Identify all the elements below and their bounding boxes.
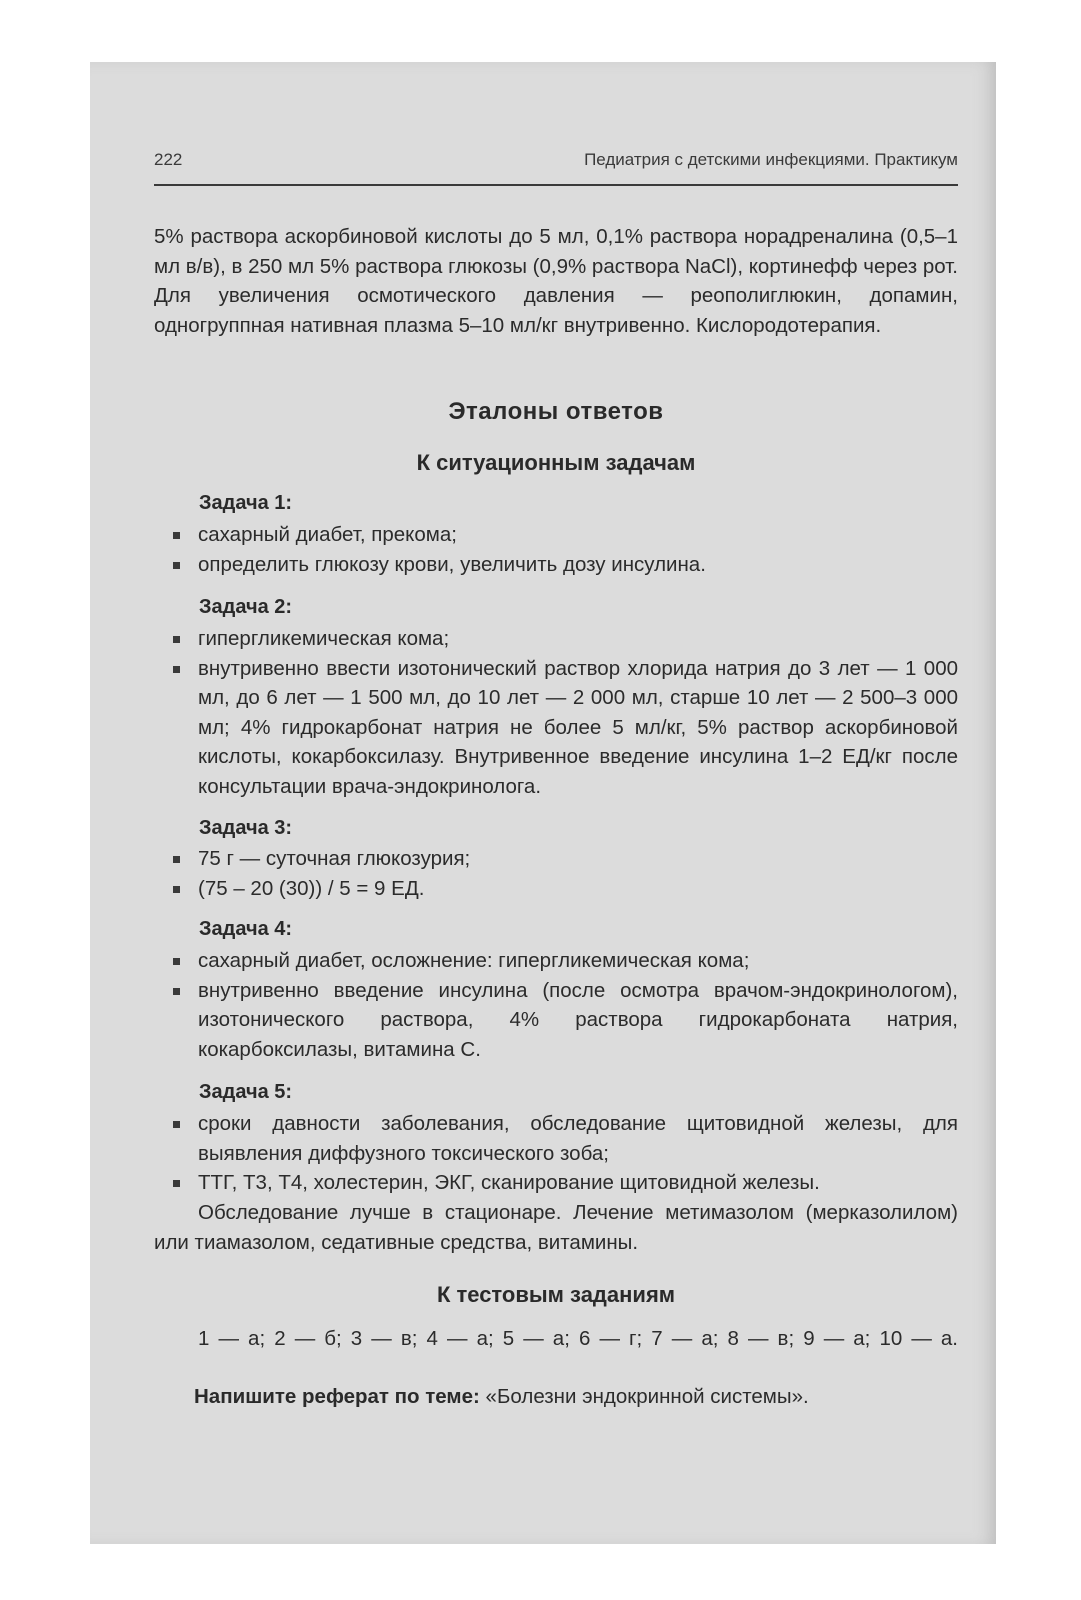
book-title: Педиатрия с детскими инфекциями. Практикум <box>584 150 958 169</box>
task-3-label: Задача 3: <box>199 817 293 839</box>
assignment <box>194 1385 958 1409</box>
test-answers: 1 — а; 2 — б; 3 — в; 4 — а; 5 — а; 6 — г; 7 — а; 8 — в; 9 — а; 10 — а. <box>198 1327 958 1350</box>
task-4-label: Задача 4: <box>199 918 293 940</box>
list-item: внутривенно ввести изотонический раствор хлорида натрия до 3 лет — 1 000 мл, до 6 лет — 1 500 мл, до 10 лет — 2 000 мл, старше 10 лет — 2 500–3 000 мл; 4% гидрокарбонат натрия не более 5 мл/кг, 5% раствор аскорбиновой кислоты, кокарбоксилазу. Внутривенное введение инсулина 1–2 ЕД/кг после консультации врача-эндокринолога. <box>154 654 958 802</box>
running-header <box>154 150 958 174</box>
list-item: сахарный диабет, прекома; <box>154 520 958 550</box>
header-rule <box>154 184 958 186</box>
assignment-topic: «Болезни эндокринной системы». <box>485 1385 809 1408</box>
list-item: сроки давности заболевания, обследование щитовидной железы, для выявления диффузного токсического зоба; <box>154 1109 958 1168</box>
situational-title: К ситуационным задачам <box>416 450 696 475</box>
section-title: Эталоны ответов <box>448 398 664 425</box>
list-item: гипергликемическая кома; <box>154 624 958 654</box>
list-item: определить глюкозу крови, увеличить дозу инсулина. <box>154 550 958 580</box>
assignment-label: Напишите реферат по теме: <box>194 1385 480 1408</box>
intro-paragraph: 5% раствора аскорбиновой кислоты до 5 мл, 0,1% раствора норадреналина (0,5–1 мл в/в), в 250 мл 5% раствора глюкозы (0,9% раствора NaCl), кортинефф через рот. Для увеличения осмотического давления — реополиглюкин, допамин, одногруппная нативная плазма 5–10 мл/кг внутривенно. Кислородотерапия. <box>154 225 958 337</box>
list-item: сахарный диабет, осложнение: гипергликемическая кома; <box>154 946 958 976</box>
list-item: внутривенно введение инсулина (после осмотра врачом-эндокринологом), изотонического раствора, 4% раствора гидрокарбоната натрия, кокарбоксилазы, витамина С. <box>154 976 958 1065</box>
page-number: 222 <box>154 150 183 169</box>
task-5-label: Задача 5: <box>199 1081 293 1103</box>
test-title: К тестовым заданиям <box>436 1282 676 1307</box>
list-item: 75 г — суточная глюкозурия; <box>154 844 958 874</box>
list-item: ТТГ, Т3, Т4, холестерин, ЭКГ, сканирование щитовидной железы. <box>154 1168 958 1198</box>
task-1-label: Задача 1: <box>199 492 293 514</box>
list-item: (75 – 20 (30)) / 5 = 9 ЕД. <box>154 874 958 904</box>
task-2-label: Задача 2: <box>199 596 293 618</box>
task-5-list <box>154 1109 958 1198</box>
task-1-list <box>154 520 958 579</box>
task-5-trailing-text: Обследование лучше в стационаре. Лечение метимазолом (мерказолилом) или тиамазолом, седативные средства, витамины. <box>154 1201 958 1254</box>
book-page <box>90 62 996 1544</box>
task-4-list <box>154 946 958 1064</box>
task-3-list <box>154 844 958 903</box>
task-2-list <box>154 624 958 801</box>
